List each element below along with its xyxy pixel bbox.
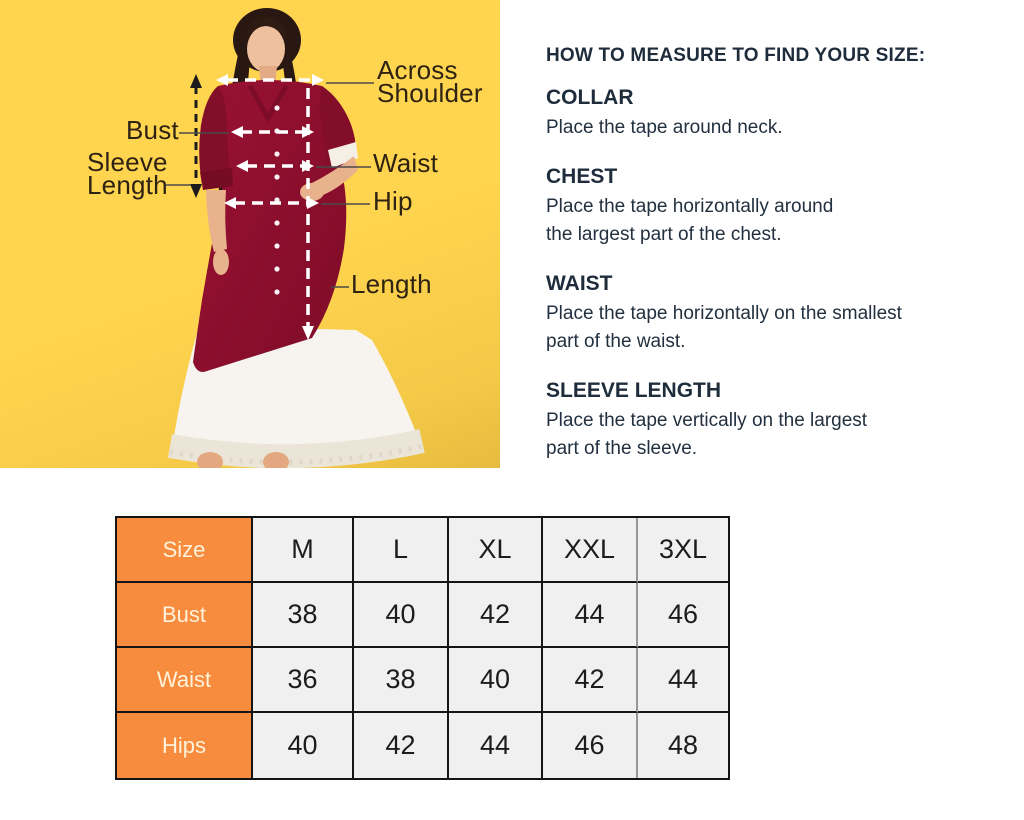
hips-xxl: 46 bbox=[543, 713, 638, 778]
row-label-bust: Bust bbox=[117, 583, 253, 648]
label-across-shoulder-line2: Shoulder bbox=[377, 78, 483, 108]
size-chart-corner-cell: Size bbox=[117, 518, 253, 583]
hips-3xl: 48 bbox=[638, 713, 728, 778]
label-across-shoulder-line1: Across bbox=[377, 55, 458, 85]
section-waist-title: WAIST bbox=[546, 272, 613, 295]
waist-xl: 40 bbox=[449, 648, 543, 713]
bust-m: 38 bbox=[253, 583, 354, 648]
size-chart-col-l: L bbox=[354, 518, 449, 583]
section-collar-title: COLLAR bbox=[546, 86, 634, 109]
section-collar bbox=[546, 86, 976, 142]
section-chest-title: CHEST bbox=[546, 165, 618, 188]
waist-m: 36 bbox=[253, 648, 354, 713]
label-sleeve-line1: Sleeve bbox=[87, 147, 168, 177]
section-waist-text-2: part of the waist. bbox=[546, 331, 686, 352]
bust-xxl: 44 bbox=[543, 583, 638, 648]
size-chart-col-3xl: 3XL bbox=[638, 518, 728, 583]
section-chest-text-1: Place the tape horizontally around bbox=[546, 196, 834, 217]
bust-l: 40 bbox=[354, 583, 449, 648]
waist-xxl: 42 bbox=[543, 648, 638, 713]
section-sleeve-length bbox=[546, 379, 976, 463]
bust-xl: 42 bbox=[449, 583, 543, 648]
label-sleeve-line2: Length bbox=[87, 170, 168, 200]
hips-m: 40 bbox=[253, 713, 354, 778]
label-hip: Hip bbox=[373, 186, 413, 216]
how-to-measure-panel bbox=[546, 45, 976, 486]
label-bust: Bust bbox=[126, 115, 179, 145]
hips-xl: 44 bbox=[449, 713, 543, 778]
how-to-heading: HOW TO MEASURE TO FIND YOUR SIZE: bbox=[546, 45, 926, 66]
row-label-hips: Hips bbox=[117, 713, 253, 778]
section-chest bbox=[546, 165, 976, 249]
waist-l: 38 bbox=[354, 648, 449, 713]
size-chart-col-xl: XL bbox=[449, 518, 543, 583]
label-length: Length bbox=[351, 269, 432, 299]
label-sleeve-length bbox=[87, 147, 168, 200]
section-sleeve-length-title: SLEEVE LENGTH bbox=[546, 379, 722, 402]
size-chart-col-xxl: XXL bbox=[543, 518, 638, 583]
row-label-waist: Waist bbox=[117, 648, 253, 713]
size-chart-table bbox=[115, 516, 730, 780]
model-diagram-panel bbox=[0, 0, 500, 468]
section-sleeve-length-text-2: part of the sleeve. bbox=[546, 438, 698, 459]
hips-l: 42 bbox=[354, 713, 449, 778]
section-waist-text-1: Place the tape horizontally on the smallest bbox=[546, 303, 902, 324]
section-collar-text: Place the tape around neck. bbox=[546, 117, 783, 138]
section-waist bbox=[546, 272, 976, 356]
section-chest-text-2: the largest part of the chest. bbox=[546, 224, 782, 245]
bust-3xl: 46 bbox=[638, 583, 728, 648]
label-across-shoulder bbox=[377, 55, 483, 108]
waist-3xl: 44 bbox=[638, 648, 728, 713]
label-waist: Waist bbox=[373, 148, 439, 178]
section-sleeve-length-text-1: Place the tape vertically on the largest bbox=[546, 410, 868, 431]
size-chart-col-m: M bbox=[253, 518, 354, 583]
